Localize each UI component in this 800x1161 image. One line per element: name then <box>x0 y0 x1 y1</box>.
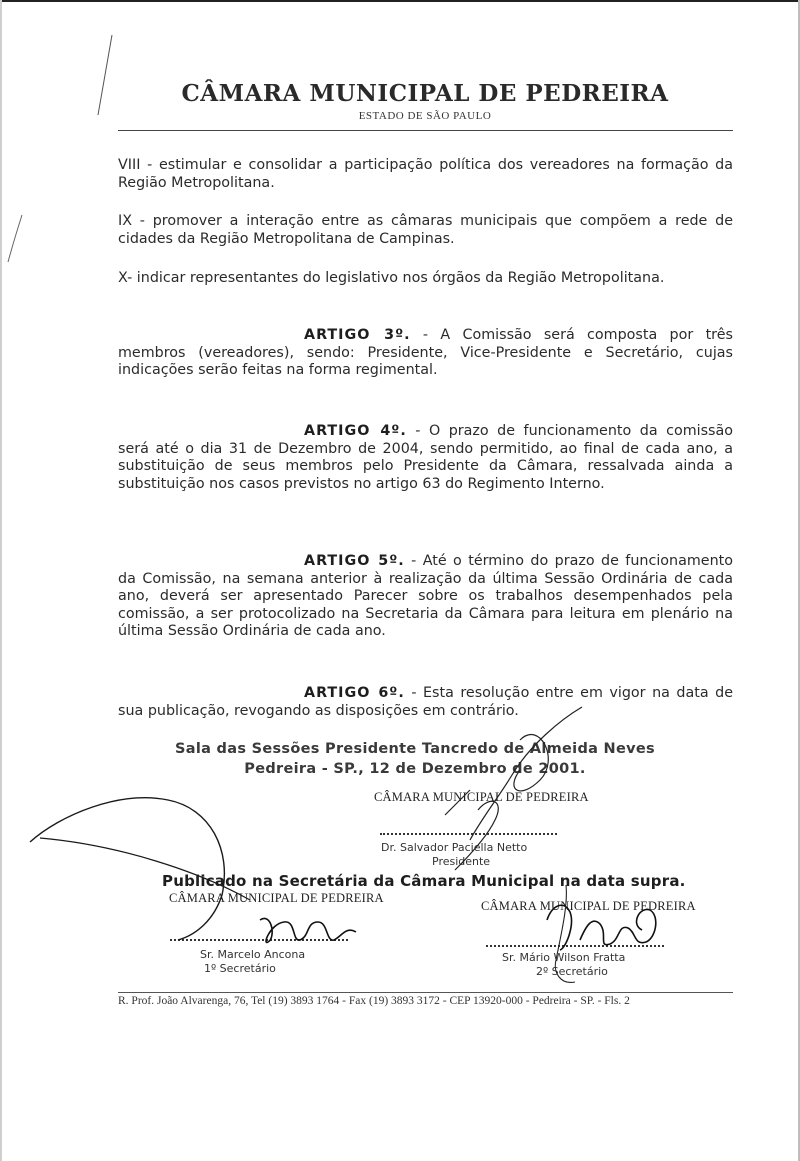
article-6-label: ARTIGO 6º. <box>304 685 405 701</box>
publication-note: Publicado na Secretária da Câmara Municipal na data supra. <box>162 872 686 890</box>
second-secretary-flourish <box>555 885 575 982</box>
president-name: Dr. Salvador Paciella Netto <box>381 841 528 854</box>
footer-rule <box>118 992 733 993</box>
second-secretary-stamp: CÂMARA MUNICIPAL DE PEDREIRA <box>481 899 696 913</box>
article-5-label: ARTIGO 5º. <box>304 553 405 569</box>
article-4-label: ARTIGO 4º. <box>304 423 407 439</box>
flourish-signature <box>30 798 224 940</box>
flourish-signature-tail <box>40 838 250 900</box>
first-secretary-stamp: CÂMARA MUNICIPAL DE PEDREIRA <box>169 891 384 905</box>
first-secretary-role: 1º Secretário <box>204 962 276 975</box>
article-3-label: ARTIGO 3º. <box>304 327 411 343</box>
paragraph-viii: VIII - estimular e consolidar a participação política dos vereadores na formação da Região Metropolitana. <box>118 157 733 191</box>
letterhead-title: CÂMARA MUNICIPAL DE PEDREIRA <box>181 80 669 107</box>
president-signature <box>445 707 582 870</box>
second-secretary-role: 2º Secretário <box>536 965 608 978</box>
article-6-text: - Esta resolução entre em vigor na data de sua publicação, revogando as disposições em contrário. <box>118 685 733 719</box>
article-3-text: - A Comissão será composta por três membros (vereadores), sendo: Presidente, Vice-Presidente e Secretário, cujas indicações serão feitas na forma regimental. <box>118 327 733 378</box>
paragraph-x: X- indicar representantes do legislativo nos órgãos da Região Metropolitana. <box>118 270 665 286</box>
paragraph-ix: IX - promover a interação entre as câmaras municipais que compõem a rede de cidades da Região Metropolitana de Campinas. <box>118 213 733 247</box>
closing-line-2: Pedreira - SP., 12 de Dezembro de 2001. <box>244 761 586 777</box>
president-stamp: CÂMARA MUNICIPAL DE PEDREIRA <box>374 790 589 804</box>
second-secretary-name: Sr. Mário Wilson Fratta <box>502 951 626 964</box>
article-5-text: - Até o término do prazo de funcionamento da Comissão, na semana anterior à realização da última Sessão Ordinária de cada ano, deverá ser apresentado Parecer sobre os trabalhos desempenhados pela comissão, a ser protocolizado na Secretaria da Câmara para leitura em plenário na última Sessão Ordinária de cada ano. <box>118 553 733 639</box>
second-secretary-signature <box>547 905 656 950</box>
margin-pen-stroke-upper <box>98 35 112 115</box>
footer-address: R. Prof. João Alvarenga, 76, Tel (19) 3893 1764 - Fax (19) 3893 3172 - CEP 13920-000 - Pedreira - SP. - Fls. 2 <box>118 995 630 1007</box>
first-secretary-signature <box>260 918 356 942</box>
margin-pen-stroke-lower <box>8 215 22 262</box>
letterhead-subtitle: ESTADO DE SÃO PAULO <box>358 110 492 122</box>
closing-line-1: Sala das Sessões Presidente Tancredo de Almeida Neves <box>175 741 655 757</box>
article-4-text: - O prazo de funcionamento da comissão será até o dia 31 de Dezembro de 2004, sendo permitido, ao final de cada ano, a substituição de seus membros pelo Presidente da Câmara, ressalvada ainda a substituição nos casos previstos no artigo 63 do Regimento Interno. <box>118 423 733 492</box>
president-role: Presidente <box>432 855 491 868</box>
first-secretary-name: Sr. Marcelo Ancona <box>200 948 306 961</box>
